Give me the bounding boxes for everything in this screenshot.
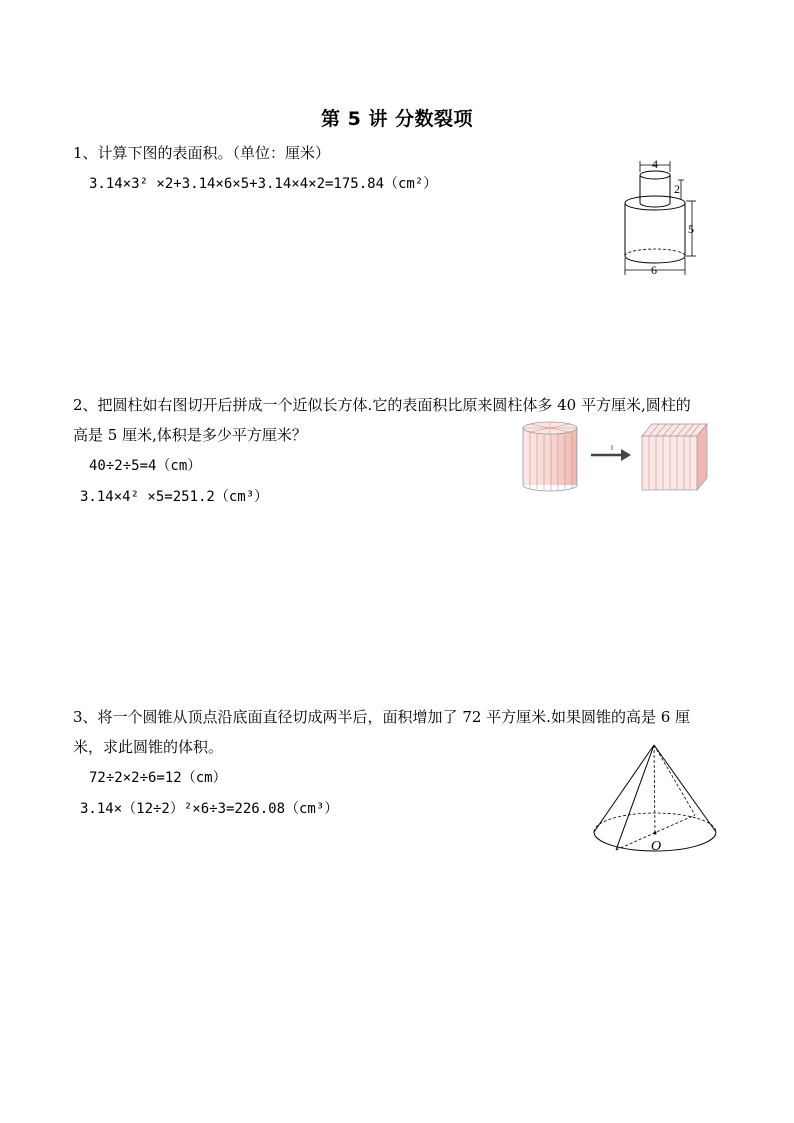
problem-3-question-line2: 米，求此圆锥的体积。 — [73, 738, 224, 756]
label-height: 5 — [688, 222, 694, 236]
problem-1-question: 1、计算下图的表面积。（单位：厘米） — [73, 144, 331, 162]
problem-3-question-line1: 3、将一个圆锥从顶点沿底面直径切成两半后，面积增加了 72 平方厘米.如果圆锥的高是 6 厘 — [73, 708, 691, 726]
problem-3-answer-2: 3.14×（12÷2）²×6÷3=226.08（cm³） — [80, 801, 339, 817]
stacked-cylinder-figure — [612, 158, 702, 278]
problem-3-answer-1: 72÷2×2÷6=12（cm） — [89, 770, 227, 786]
cone-figure — [588, 740, 728, 862]
problem-2-question-line1: 2、把圆柱如右图切开后拼成一个近似长方体.它的表面积比原来圆柱体多 40 平方厘米,圆柱的 — [73, 396, 691, 414]
problem-2-answer-2: 3.14×4² ×5=251.2（cm³） — [80, 489, 269, 505]
page-title: 第 5 讲 分数裂项 — [320, 108, 474, 130]
cone-center-label: O — [651, 839, 662, 854]
cylinder-to-cuboid-figure — [518, 418, 713, 494]
problem-2-answer-1: 40÷2÷5=4（cm） — [89, 458, 202, 474]
label-bottom: 6 — [651, 263, 657, 277]
label-neck: 2 — [674, 182, 680, 196]
problem-2-question-line2: 高是 5 厘米,体积是多少平方厘米？ — [73, 426, 307, 444]
label-top: 4 — [652, 157, 658, 171]
problem-1-answer: 3.14×3² ×2+3.14×6×5+3.14×4×2=175.84（cm²） — [89, 176, 438, 192]
